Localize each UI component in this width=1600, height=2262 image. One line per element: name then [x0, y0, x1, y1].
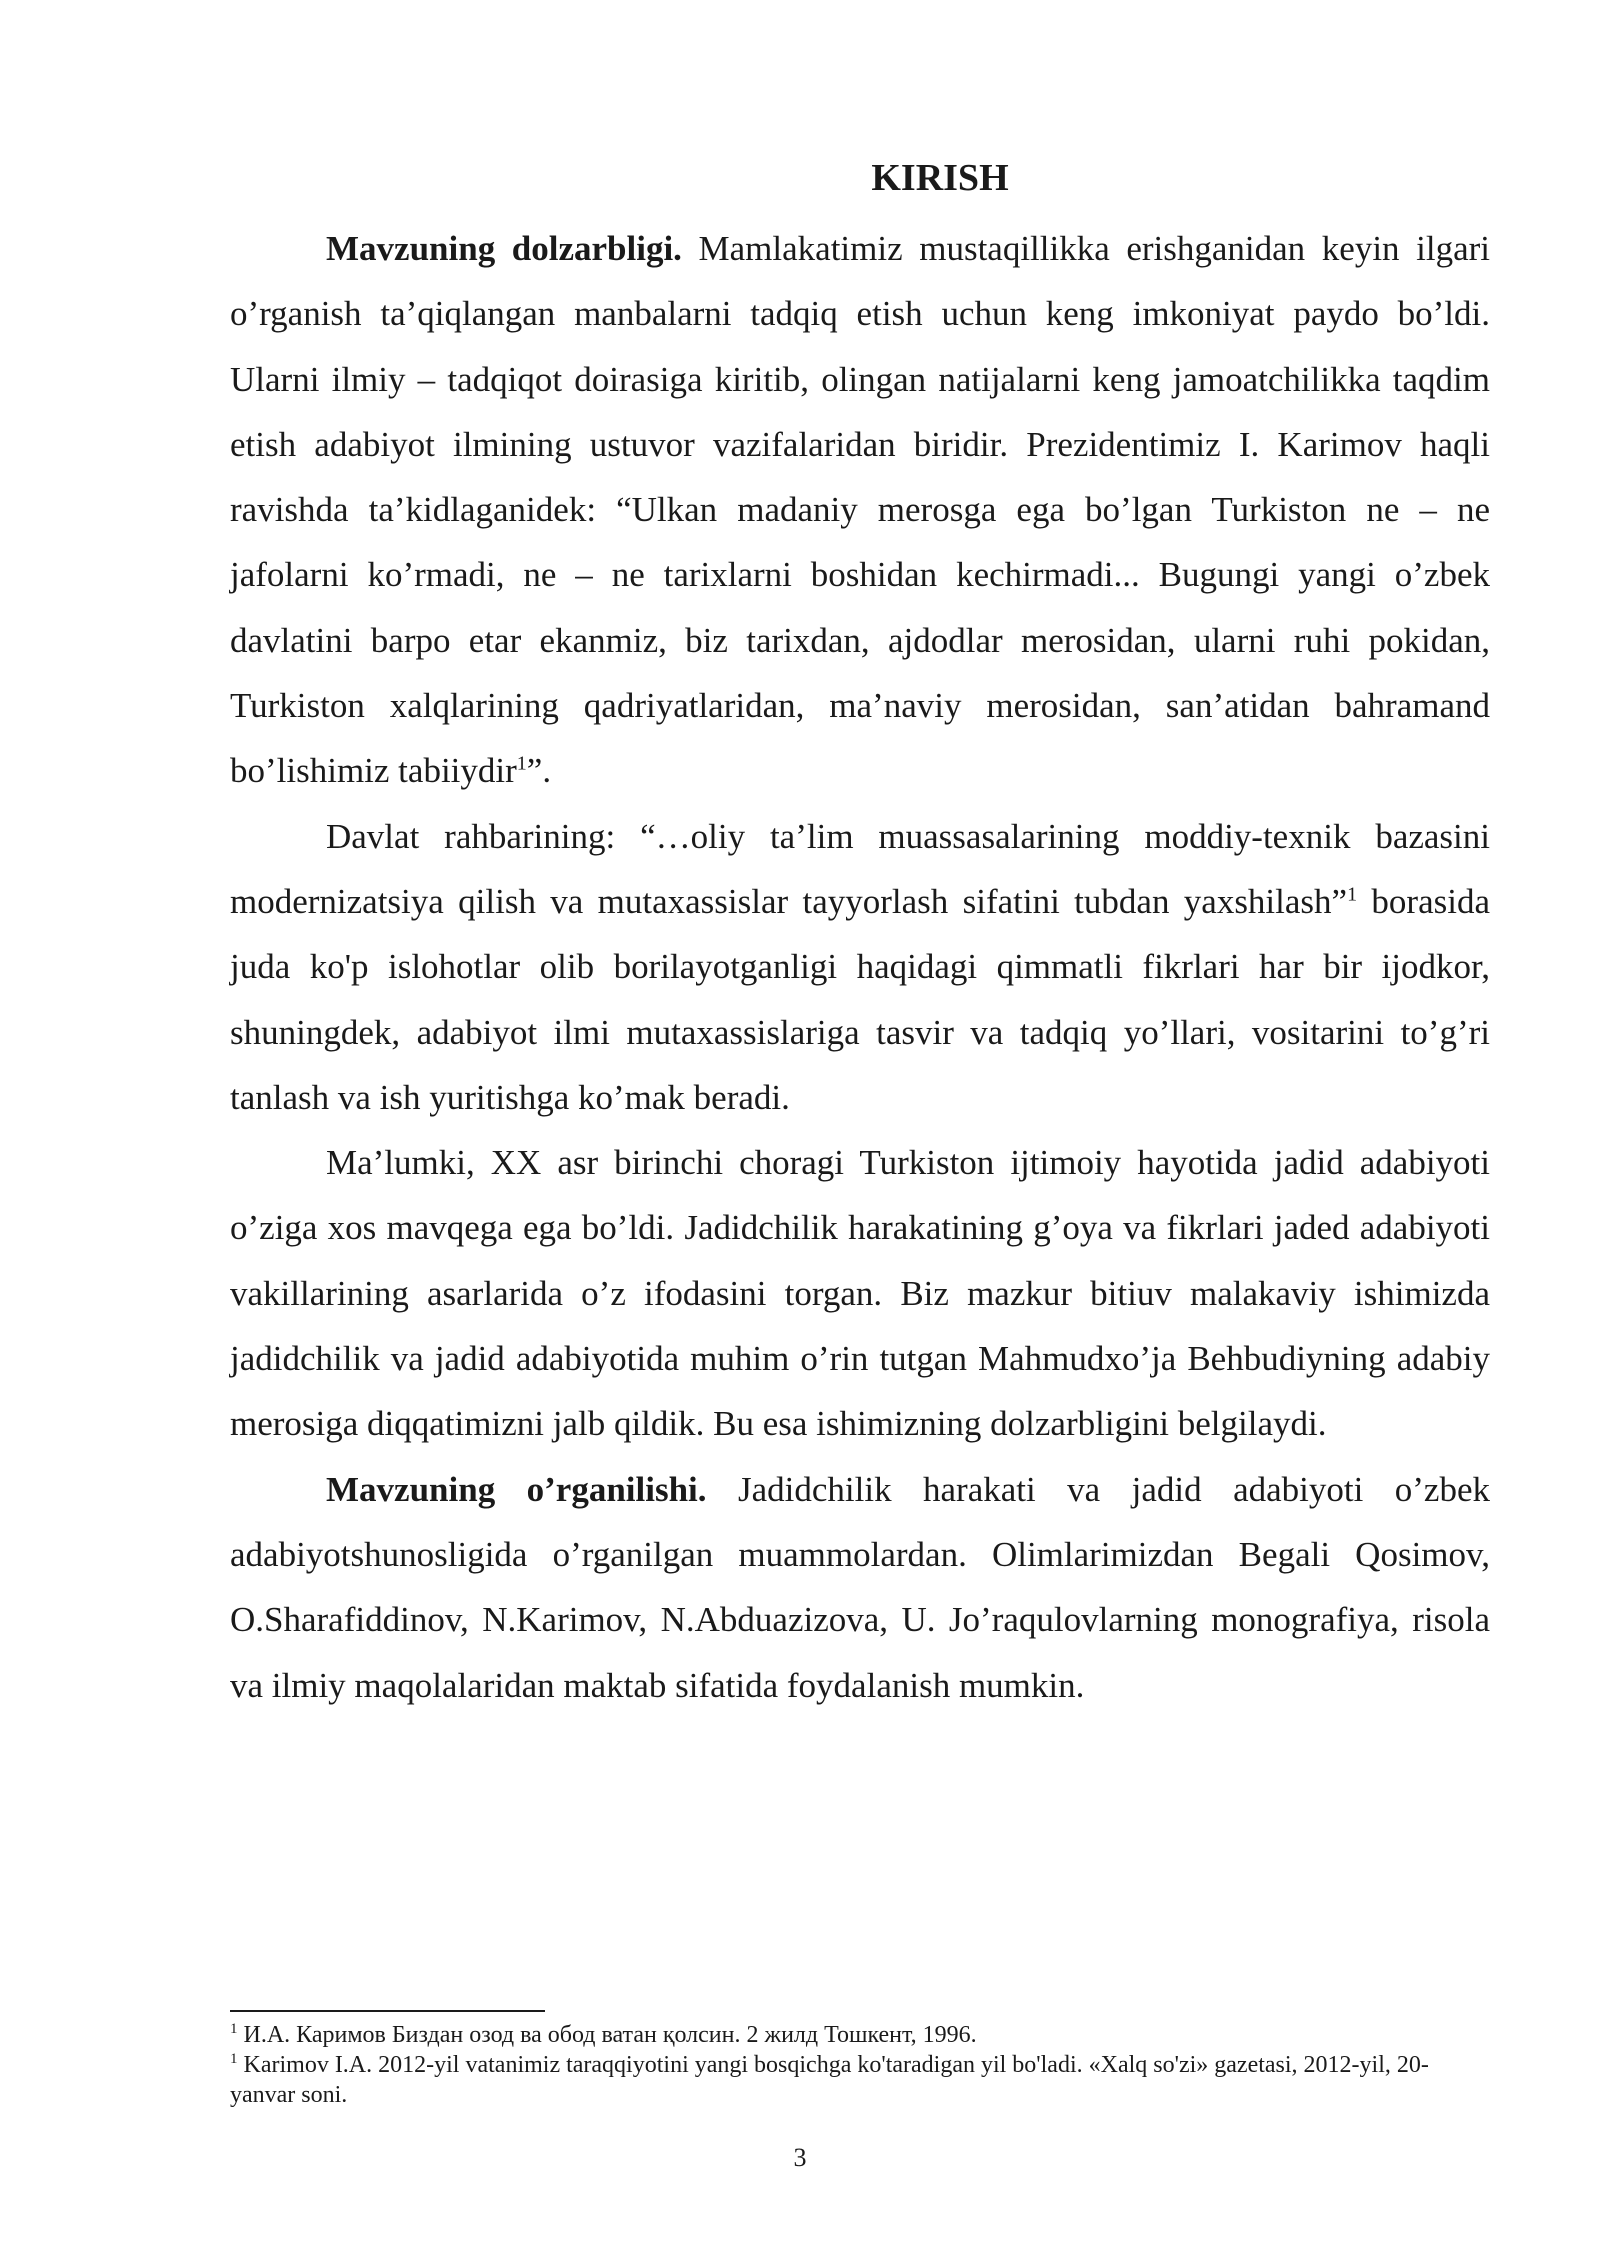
- document-body: [230, 150, 1490, 1718]
- page-number: 3: [793, 2143, 807, 2172]
- footnote-text: И.А. Каримов Биздан озод ва обод ватан қолсин. 2 жилд Тошкент, 1996.: [237, 2022, 977, 2048]
- paragraph-tail: ”.: [526, 751, 552, 791]
- paragraph-text: Mamlakatimiz mustaqillikka erishganidan keyin ilgari o’rganish ta’qiqlangan manbalarni tadqiq etish uchun keng imkoniyat paydo bo’ldi. Ularni ilmiy – tadqiqot doirasiga kiritib, olingan natijalarni keng jamoatchilikka taqdim etish adabiyot ilmining ustuvor vazifalaridan biridir. Prezidentimiz I. Karimov haqli ravishda ta’kidlaganidek: “Ulkan madaniy merosga ega bo’lgan Turkiston ne – ne jafolarni ko’rmadi, ne – ne tarixlarni boshidan kechirmadi... Bugungi yangi o’zbek davlatini barpo etar ekanmiz, biz tarixdan, ajdodlar merosidan, ularni ruhi pokidan, Turkiston xalqlarining qadriyatlaridan, ma’naviy merosidan, san’atidan bahramand bo’lishimiz tabiiydir: [230, 229, 1490, 791]
- footnote-separator: [230, 2010, 545, 2012]
- paragraph-text: Ma’lumki, XX asr birinchi choragi Turkiston ijtimoiy hayotida jadid adabiyoti o’ziga xos mavqega ega bo’ldi. Jadidchilik harakatining g’oya va fikrlari jaded adabiyoti vakillarining asarlarida o’z ifodasini torgan. Biz mazkur bitiuv malakaviy ishimizda jadidchilik va jadid adabiyotida muhim o’rin tutgan Mahmudxo’ja Behbudiyning adabiy merosiga diqqatimizni jalb qildik. Bu esa ishimizning dolzarbligini belgilaydi.: [230, 1143, 1490, 1444]
- paragraph-lead: Mavzuning dolzarbligi.: [326, 229, 682, 268]
- paragraph-lead: Mavzuning o’rganilishi.: [326, 1469, 707, 1509]
- paragraph-tail: borasida juda ko'p islohotlar olib borilayotganligi haqidagi qimmatli fikrlari har bir ijodkor, shuningdek, adabiyot ilmi mutaxassislariga tasvir va tadqiq yo’llari, vositarini to’g’ri tanlash va ish yuritishga ko’mak beradi.: [230, 881, 1490, 1117]
- footnote-text: Karimov I.A. 2012-yil vatanimiz taraqqiyotini yangi bosqichga ko'taradigan yil bo'ladi. «Xalq so'zi» gazetasi, 2012-yil, 20-yanvar soni.: [230, 2052, 1429, 2108]
- footnotes: [230, 2010, 1492, 2110]
- paragraph-relevance: [230, 216, 1490, 804]
- paragraph-study-status: [230, 1457, 1490, 1718]
- footnote-ref: 1: [516, 752, 527, 775]
- footnote-2: [230, 2050, 1492, 2110]
- paragraph-jadid: [230, 1130, 1490, 1456]
- footnote-1: [230, 2020, 1492, 2050]
- paragraph-text: Jadidchilik harakati va jadid adabiyoti o’zbek adabiyotshunosligida o’rganilgan muammolardan. Olimlarimizdan Begali Qosimov, O.Sharafiddinov, N.Karimov, N.Abduazizova, U. Jo’raqulovlarning monografiya, risola va ilmiy maqolalaridan maktab sifatida foydalanish mumkin.: [230, 1469, 1491, 1705]
- paragraph-state-leader: [230, 804, 1490, 1130]
- footnote-mark: 1: [230, 2051, 238, 2067]
- footnote-ref: 1: [1347, 883, 1358, 906]
- paragraph-text: Davlat rahbarining: “…oliy ta’lim muassasalarining moddiy-texnik bazasini modernizatsiya qilish va mutaxassislar tayyorlash sifatini tubdan yaxshilash”: [230, 816, 1490, 921]
- footnote-mark: 1: [230, 2021, 238, 2037]
- section-heading: KIRISH: [871, 157, 1009, 199]
